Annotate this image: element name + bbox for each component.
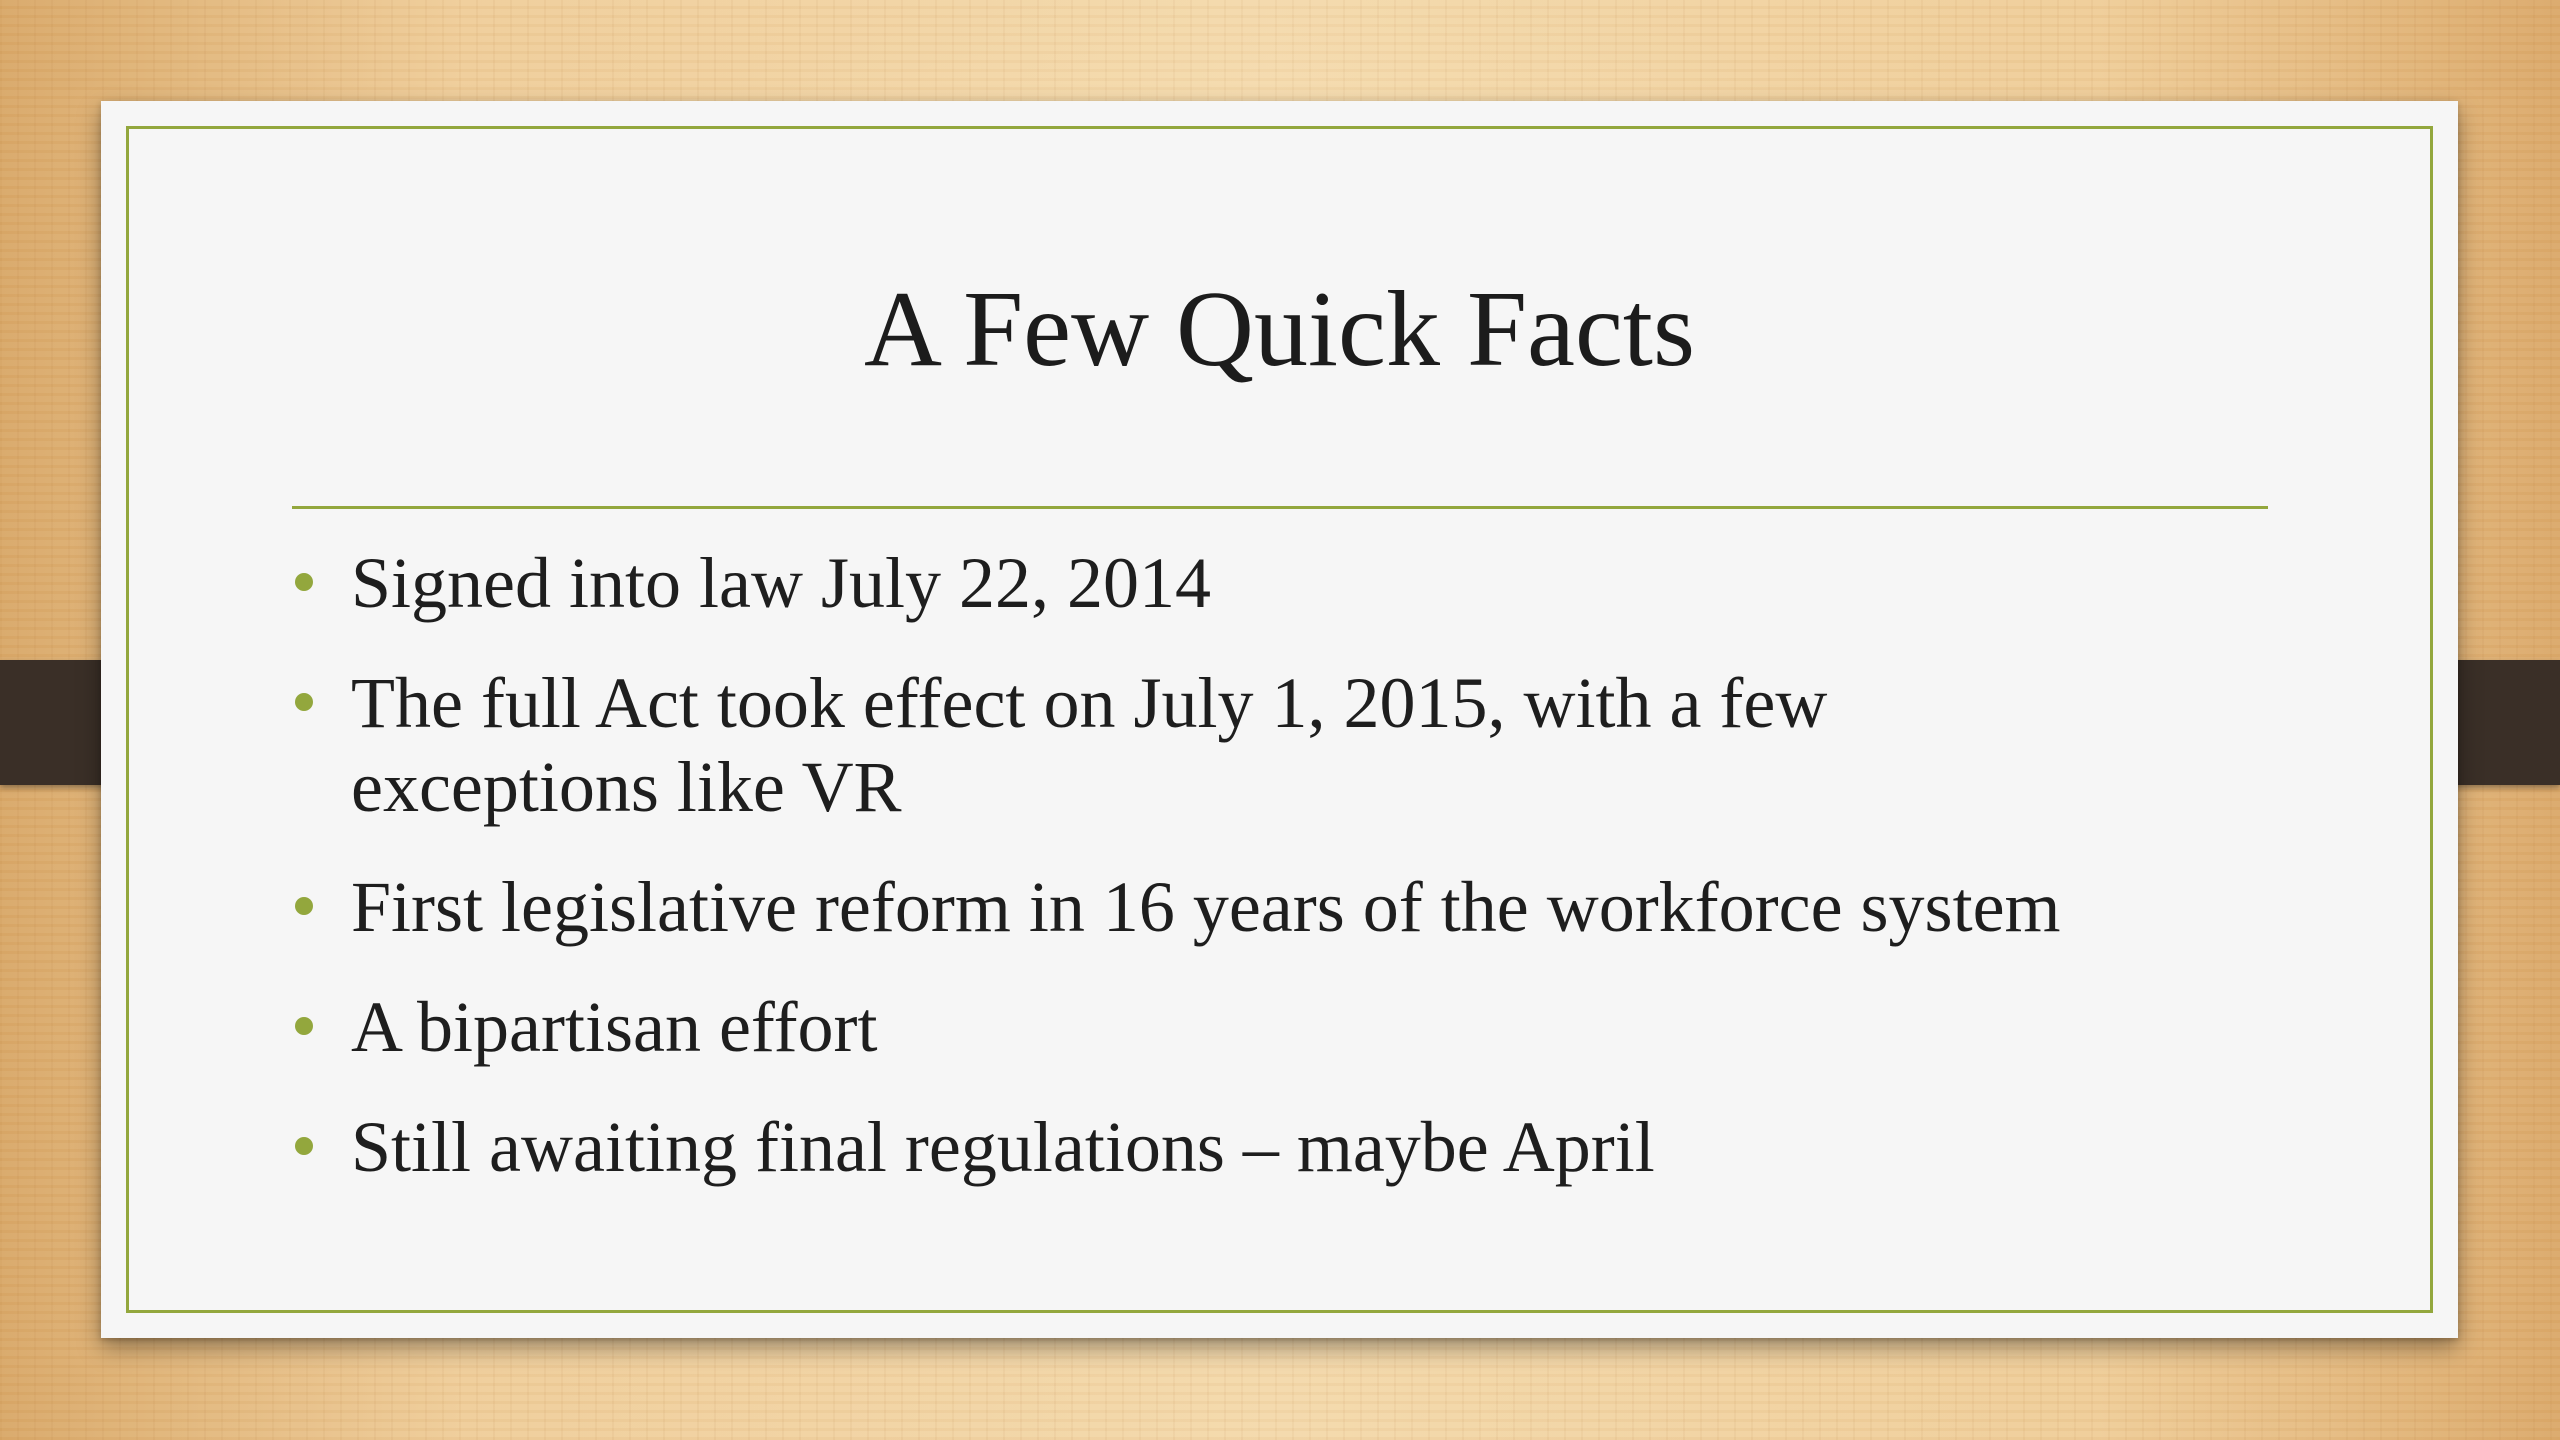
bullet-item xyxy=(291,661,1991,829)
bullet-item xyxy=(291,1105,2291,1189)
slide-title: A Few Quick Facts xyxy=(864,270,1695,389)
bullet-dot-icon xyxy=(295,573,313,591)
bullet-dot-icon xyxy=(295,1137,313,1155)
bullet-list xyxy=(291,541,2291,1225)
title-divider xyxy=(292,506,2268,509)
bullet-text: The full Act took effect on July 1, 2015, with a few exceptions like VR xyxy=(351,663,1828,827)
presentation-slide xyxy=(101,101,2458,1338)
bullet-item xyxy=(291,541,2291,625)
bullet-text: Signed into law July 22, 2014 xyxy=(351,543,1211,623)
bullet-text: Still awaiting final regulations – maybe April xyxy=(351,1107,1655,1187)
bullet-text: A bipartisan effort xyxy=(351,987,878,1067)
bullet-item xyxy=(291,865,2291,949)
bullet-dot-icon xyxy=(295,1017,313,1035)
bullet-dot-icon xyxy=(295,897,313,915)
bullet-dot-icon xyxy=(295,693,313,711)
bullet-item xyxy=(291,985,2291,1069)
bullet-text: First legislative reform in 16 years of the workforce system xyxy=(351,867,2061,947)
